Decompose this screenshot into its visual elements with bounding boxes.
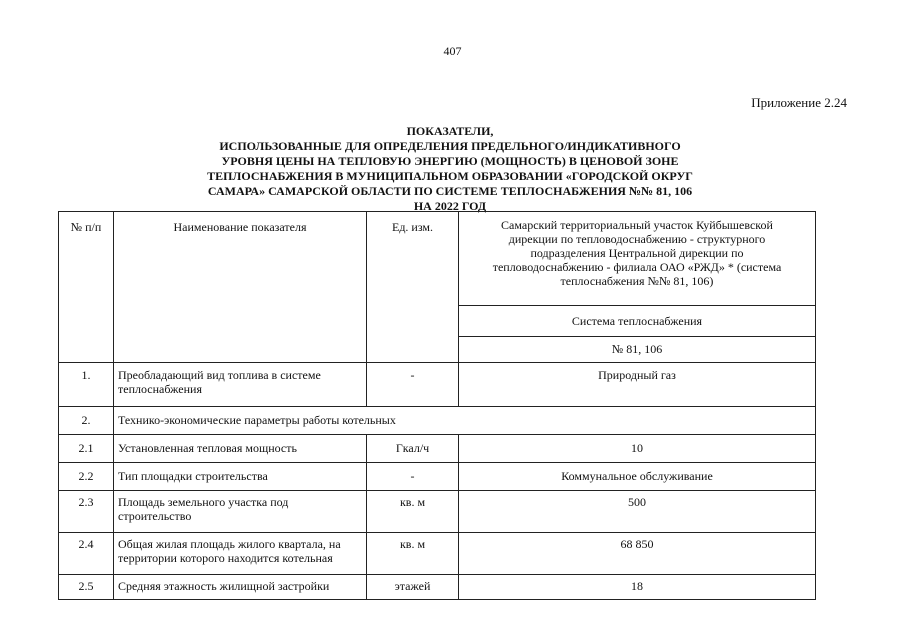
row-unit: - <box>367 463 459 491</box>
row-name-line: территории которого находится котельная <box>118 551 333 565</box>
row-name-line: Площадь земельного участка под <box>118 495 289 509</box>
row-value: 18 <box>459 575 816 600</box>
table-row <box>59 533 816 575</box>
row-unit: этажей <box>367 575 459 600</box>
row-num: 2.3 <box>59 491 114 533</box>
title-line: ИСПОЛЬЗОВАННЫЕ ДЛЯ ОПРЕДЕЛЕНИЯ ПРЕДЕЛЬНОГО/ИНДИКАТИВНОГО <box>219 139 681 153</box>
row-value: 500 <box>459 491 816 533</box>
row-value: 68 850 <box>459 533 816 575</box>
title-line: САМАРА» САМАРСКОЙ ОБЛАСТИ ПО СИСТЕМЕ ТЕПЛОСНАБЖЕНИЯ №№ 81, 106 <box>207 184 693 198</box>
org-line: теплоснабжения №№ 81, 106) <box>560 274 714 288</box>
table-row <box>59 575 816 600</box>
org-line: подразделения Центральной дирекции по <box>530 246 744 260</box>
table-row <box>59 435 816 463</box>
title-line: НА 2022 ГОД <box>413 199 487 213</box>
page-number: 407 <box>443 44 462 58</box>
row-num: 2. <box>59 407 114 435</box>
indicators-table <box>58 211 816 600</box>
header-name: Наименование показателя <box>114 212 367 363</box>
title-line: ТЕПЛОСНАБЖЕНИЯ В МУНИЦИПАЛЬНОМ ОБРАЗОВАНИИ «ГОРОДСКОЙ ОКРУГ <box>207 169 693 183</box>
row-value: Коммунальное обслуживание <box>459 463 816 491</box>
header-organization <box>459 212 816 306</box>
row-name-line: Преобладающий вид топлива в системе <box>118 368 321 382</box>
row-num: 1. <box>59 363 114 407</box>
row-unit: кв. м <box>367 533 459 575</box>
header-system-number: № 81, 106 <box>459 337 816 363</box>
row-name <box>114 533 367 575</box>
row-value: Природный газ <box>459 363 816 407</box>
header-num: № п/п <box>59 212 114 363</box>
row-unit: - <box>367 363 459 407</box>
title-line: ПОКАЗАТЕЛИ, <box>406 124 494 138</box>
row-name: Установленная тепловая мощность <box>114 435 367 463</box>
row-num: 2.1 <box>59 435 114 463</box>
row-name: Средняя этажность жилищной застройки <box>114 575 367 600</box>
header-system: Система теплоснабжения <box>459 306 816 337</box>
table-header-row <box>59 212 816 306</box>
table-row <box>59 463 816 491</box>
table-row <box>59 491 816 533</box>
appendix-label: Приложение 2.24 <box>751 95 847 110</box>
row-name: Тип площадки строительства <box>114 463 367 491</box>
header-unit: Ед. изм. <box>367 212 459 363</box>
org-line: тепловодоснабжению - филиала ОАО «РЖД» * (система <box>492 260 782 274</box>
org-line: Самарский территориальный участок Куйбышевской <box>501 218 773 232</box>
row-name <box>114 491 367 533</box>
row-num: 2.4 <box>59 533 114 575</box>
row-name-line: строительство <box>118 509 192 523</box>
row-value: 10 <box>459 435 816 463</box>
row-name <box>114 363 367 407</box>
row-num: 2.2 <box>59 463 114 491</box>
row-name-line: теплоснабжения <box>118 382 202 396</box>
title-line: УРОВНЯ ЦЕНЫ НА ТЕПЛОВУЮ ЭНЕРГИЮ (МОЩНОСТЬ) В ЦЕНОВОЙ ЗОНЕ <box>221 154 679 168</box>
table-row <box>59 363 816 407</box>
row-name-line: Общая жилая площадь жилого квартала, на <box>118 537 341 551</box>
row-unit: Гкал/ч <box>367 435 459 463</box>
table-section-row <box>59 407 816 435</box>
document-title <box>90 124 810 214</box>
org-line: дирекции по тепловодоснабжению - структурного <box>508 232 766 246</box>
section-title: Технико-экономические параметры работы котельных <box>114 407 816 435</box>
row-num: 2.5 <box>59 575 114 600</box>
row-unit: кв. м <box>367 491 459 533</box>
